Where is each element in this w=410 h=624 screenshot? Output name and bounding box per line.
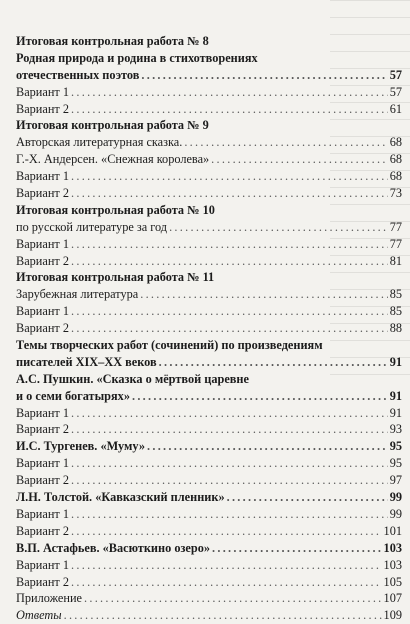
leader-dots — [71, 574, 382, 591]
leader-dots — [169, 219, 388, 236]
toc-entry — [16, 320, 402, 337]
toc-entry — [16, 405, 402, 422]
toc-entry-page: 109 — [383, 608, 402, 623]
leader-dots — [227, 489, 388, 506]
leader-dots — [71, 303, 388, 320]
toc-entry-title: и о семи богатырях» — [16, 388, 130, 403]
toc-entry-page: 99 — [389, 506, 402, 521]
toc-entry-title: Вариант 1 — [16, 506, 70, 521]
toc-entry — [16, 219, 402, 236]
leader-dots — [184, 134, 387, 151]
toc-entry-title: Вариант 1 — [16, 84, 70, 99]
toc-entry — [16, 134, 402, 151]
toc-entry-title: Итоговая контрольная работа № 8 — [16, 34, 209, 48]
toc-entry — [16, 574, 402, 591]
toc-entry — [16, 455, 402, 472]
toc-entry-title: Вариант 2 — [16, 186, 70, 201]
leader-dots — [71, 84, 388, 101]
toc-entry-title: по русской литературе за год — [16, 219, 168, 234]
leader-dots — [71, 168, 388, 185]
toc-entry — [16, 540, 402, 557]
toc-entry-title: Вариант 2 — [16, 473, 70, 488]
leader-dots — [71, 523, 382, 540]
toc-entry — [16, 236, 402, 253]
toc-entry-page: 88 — [389, 321, 402, 336]
toc-entry-page: 95 — [389, 439, 402, 454]
toc-entry-title: Вариант 1 — [16, 557, 70, 572]
toc-entry-page: 91 — [389, 405, 402, 420]
toc-entry-page: 107 — [383, 591, 402, 606]
toc-entry-page: 73 — [389, 186, 402, 201]
toc-entry-title: Зарубежная литература — [16, 287, 139, 302]
leader-dots — [71, 101, 388, 118]
leader-dots — [71, 405, 388, 422]
toc-entry — [16, 168, 402, 185]
toc-entry-title: Вариант 2 — [16, 101, 70, 116]
toc-entry-title: Вариант 2 — [16, 253, 70, 268]
toc-entry — [16, 269, 402, 286]
toc-entry-title: писателей XIX–XX веков — [16, 354, 157, 369]
toc-entry-page: 103 — [383, 540, 402, 555]
toc-entry-page: 95 — [389, 456, 402, 471]
toc-entry-title: Итоговая контрольная работа № 9 — [16, 118, 209, 133]
toc-entry-page: 68 — [389, 152, 402, 167]
toc-entry — [16, 33, 402, 50]
toc-entry — [16, 371, 402, 388]
toc-entry — [16, 151, 402, 168]
toc-entry-title: Темы творческих работ (сочинений) по произведениям — [16, 338, 323, 353]
toc-entry — [16, 202, 402, 219]
toc-entry-title: Родная природа и родина в стихотворениях — [16, 50, 258, 65]
toc-entry-page: 77 — [389, 219, 402, 234]
toc-entry-page: 85 — [389, 287, 402, 302]
toc-entry-page: 68 — [389, 135, 402, 150]
toc-entry — [16, 590, 402, 607]
toc-entry — [16, 472, 402, 489]
leader-dots — [64, 607, 382, 624]
toc-entry-page: 99 — [389, 490, 402, 505]
toc-entry-title: Вариант 1 — [16, 456, 70, 471]
leader-dots — [71, 421, 388, 438]
leader-dots — [71, 253, 388, 270]
table-of-contents — [16, 33, 402, 624]
toc-entry-page: 57 — [389, 84, 402, 99]
toc-entry-title: отечественных поэтов — [16, 67, 140, 82]
leader-dots — [71, 557, 382, 574]
leader-dots — [71, 320, 388, 337]
toc-entry-page: 93 — [389, 422, 402, 437]
toc-entry — [16, 557, 402, 574]
toc-entry — [16, 607, 402, 624]
leader-dots — [71, 236, 388, 253]
leader-dots — [140, 286, 387, 303]
toc-entry-page: 91 — [389, 354, 402, 369]
leader-dots — [71, 472, 388, 489]
leader-dots — [159, 354, 388, 371]
toc-entry-title: Л.Н. Толстой. «Кавказский пленник» — [16, 490, 225, 505]
toc-entry — [16, 286, 402, 303]
toc-entry — [16, 303, 402, 320]
toc-entry-page: 103 — [383, 557, 402, 572]
toc-entry-title: Итоговая контрольная работа № 11 — [16, 270, 215, 285]
toc-entry-page: 77 — [389, 236, 402, 251]
toc-entry-title: Вариант 1 — [16, 169, 70, 184]
toc-entry-title: И.С. Тургенев. «Муму» — [16, 439, 146, 454]
toc-entry-title: Вариант 2 — [16, 422, 70, 437]
toc-entry-page: 91 — [389, 388, 402, 403]
toc-entry-page: 81 — [389, 253, 402, 268]
leader-dots — [71, 506, 388, 523]
toc-entry-page: 97 — [389, 473, 402, 488]
toc-entry-title: Ответы — [16, 608, 62, 623]
toc-entry — [16, 438, 402, 455]
toc-entry-title: Вариант 1 — [16, 236, 70, 251]
toc-entry-title: Вариант 2 — [16, 321, 70, 336]
toc-entry-page: 105 — [383, 574, 402, 589]
toc-entry — [16, 84, 402, 101]
toc-entry — [16, 337, 402, 354]
toc-entry — [16, 253, 402, 270]
toc-entry-page: 101 — [383, 523, 402, 538]
toc-entry — [16, 523, 402, 540]
leader-dots — [141, 67, 387, 84]
toc-entry — [16, 388, 402, 405]
leader-dots — [147, 438, 388, 455]
toc-entry-title: В.П. Астафьев. «Васюткино озеро» — [16, 540, 211, 555]
toc-entry — [16, 489, 402, 506]
leader-dots — [212, 540, 382, 557]
toc-entry-page: 68 — [389, 169, 402, 184]
toc-entry — [16, 117, 402, 134]
toc-entry-page: 57 — [389, 67, 402, 82]
toc-entry — [16, 421, 402, 438]
toc-entry-title: А.С. Пушкин. «Сказка о мёртвой царевне — [16, 371, 249, 386]
toc-entry — [16, 354, 402, 371]
toc-entry — [16, 67, 402, 84]
toc-entry-title: Приложение — [16, 591, 82, 606]
leader-dots — [71, 185, 388, 202]
leader-dots — [71, 455, 388, 472]
leader-dots — [211, 151, 388, 168]
toc-entry-title: Вариант 2 — [16, 523, 70, 538]
leader-dots — [84, 590, 382, 607]
toc-entry-title: Итоговая контрольная работа № 10 — [16, 202, 215, 217]
toc-entry-page: 61 — [389, 101, 402, 116]
leader-dots — [132, 388, 388, 405]
toc-entry — [16, 101, 402, 118]
toc-entry — [16, 185, 402, 202]
toc-entry-title: Вариант 1 — [16, 405, 70, 420]
toc-entry-title: Г.-Х. Андерсен. «Снежная королева» — [16, 152, 210, 167]
toc-entry-page: 85 — [389, 304, 402, 319]
toc-entry — [16, 506, 402, 523]
toc-entry-title: Вариант 2 — [16, 574, 70, 589]
toc-entry-title: Вариант 1 — [16, 304, 70, 319]
toc-entry — [16, 50, 402, 67]
toc-entry-title: Авторская литературная сказка. — [16, 135, 183, 150]
